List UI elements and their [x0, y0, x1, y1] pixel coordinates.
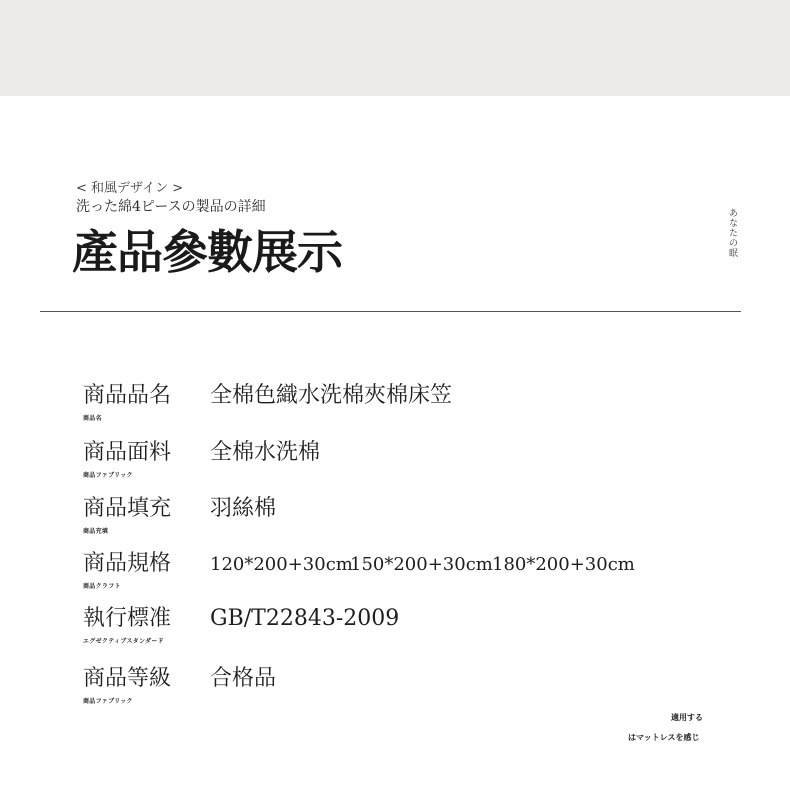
subtitle: 洗った綿4ピースの製品の詳細 [76, 199, 266, 215]
spec-value: 全棉水洗棉 [210, 440, 321, 465]
spec-row-grade [83, 666, 723, 716]
subtitle-tag: < 和風デザイン > [76, 181, 184, 196]
spec-value: 全棉色織水洗棉夾棉床笠 [210, 383, 453, 408]
spec-sublabel: 商品名 [83, 415, 102, 422]
divider [40, 311, 741, 312]
page-title: 產品參數展示 [72, 225, 342, 279]
spec-value: 羽絲棉 [210, 496, 277, 521]
spec-sublabel: 商品ファブリック [83, 698, 133, 705]
spec-label: 商品等級 [83, 666, 172, 691]
size-option: 150*200+30cm [350, 554, 493, 575]
spec-sublabel: 商品充填 [83, 528, 109, 535]
size-option: 120*200+30cm [210, 554, 353, 575]
spec-label: 商品規格 [83, 551, 172, 576]
size-option: 180*200+30cm [492, 554, 635, 575]
spec-value: 合格品 [210, 666, 277, 691]
footnote-line-2: はマットレスを感じ [628, 733, 700, 742]
spec-value: GB/T22843-2009 [210, 606, 400, 631]
spec-row-fabric [83, 440, 723, 490]
spec-label: 執行標准 [83, 606, 172, 631]
spec-sublabel: エグゼクティブスタンダード [83, 638, 164, 645]
spec-row-filling [83, 496, 723, 546]
spec-row-name [83, 383, 723, 433]
spec-label: 商品面料 [83, 440, 172, 465]
spec-label: 商品填充 [83, 496, 172, 521]
spec-row-size [83, 551, 723, 601]
spec-sublabel: 商品クラフト [83, 583, 121, 590]
spec-label: 商品品名 [83, 383, 172, 408]
vertical-caption: あなたの眠 [727, 208, 737, 258]
spec-row-standard [83, 606, 723, 656]
top-banner [0, 0, 790, 96]
spec-sublabel: 商品ファブリック [83, 472, 133, 479]
footnote-line-1: 適用する [671, 713, 703, 722]
